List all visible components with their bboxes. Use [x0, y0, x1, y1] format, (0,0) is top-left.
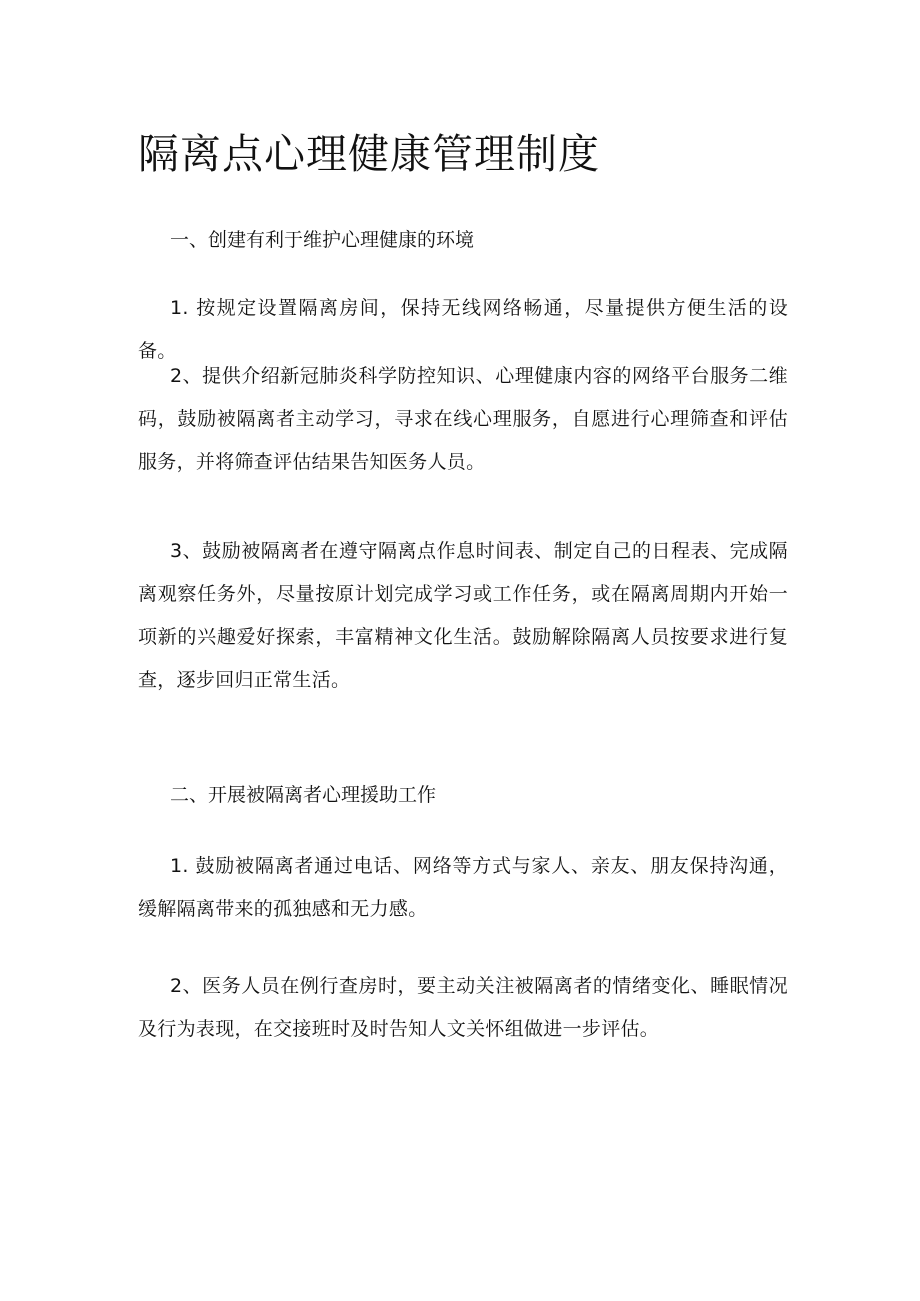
- paragraph: 3、鼓励被隔离者在遵守隔离点作息时间表、制定自己的日程表、完成隔离观察任务外，尽量按原计划完成学习或工作任务，或在隔离周期内开始一项新的兴趣爱好探索，丰富精神文化生活。鼓励解除隔离人员按要求进行复查，逐步回归正常生活。: [138, 540, 788, 691]
- section-heading: 一、创建有利于维护心理健康的环境: [170, 229, 475, 251]
- paragraph: 2、提供介绍新冠肺炎科学防控知识、心理健康内容的网络平台服务二维码，鼓励被隔离者主动学习，寻求在线心理服务，自愿进行心理筛查和评估服务，并将筛查评估结果告知医务人员。: [138, 365, 788, 473]
- section-heading: 二、开展被隔离者心理援助工作: [170, 784, 437, 806]
- paragraph: 2、医务人员在例行查房时，要主动关注被隔离者的情绪变化、睡眠情况及行为表现，在交接班时及时告知人文关怀组做进一步评估。: [138, 975, 788, 1040]
- document-title: 隔离点心理健康管理制度: [138, 130, 600, 178]
- paragraph: 1. 按规定设置隔离房间，保持无线网络畅通，尽量提供方便生活的设备。: [138, 297, 788, 362]
- paragraph: 1. 鼓励被隔离者通过电话、网络等方式与家人、亲友、朋友保持沟通，缓解隔离带来的孤独感和无力感。: [138, 855, 788, 920]
